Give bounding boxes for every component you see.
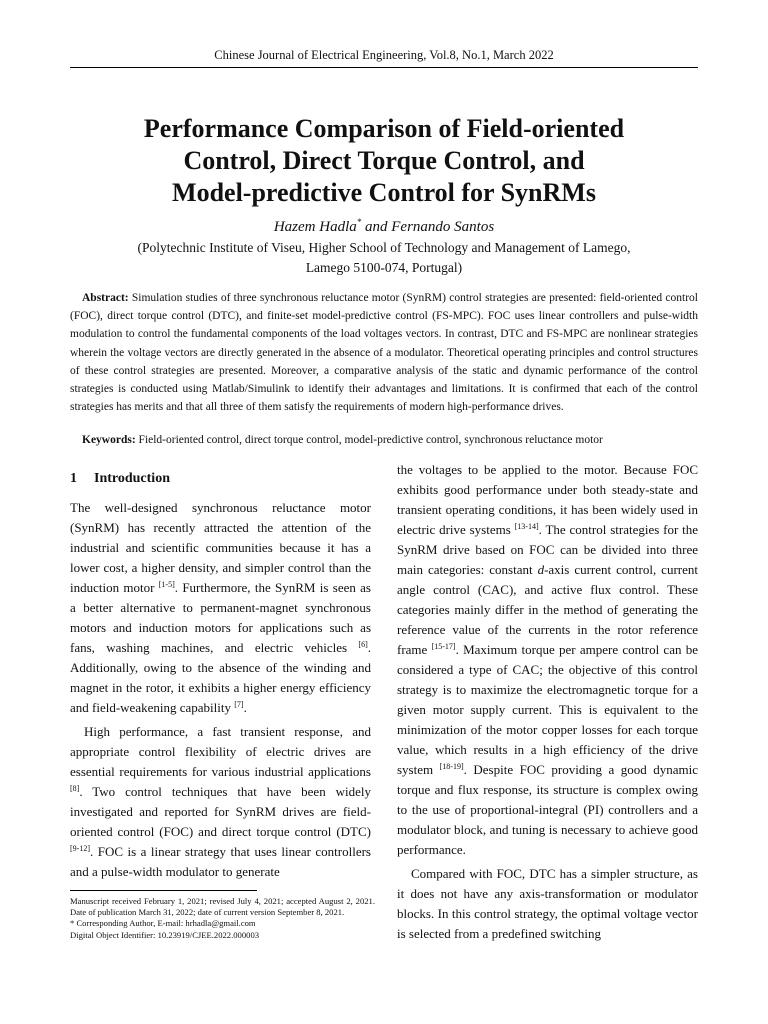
author-connector: and	[361, 219, 392, 235]
paper-title	[60, 113, 708, 209]
footnote-divider	[70, 890, 257, 891]
footnotes	[70, 896, 375, 941]
journal-running-header: Chinese Journal of Electrical Engineering, Vol.8, No.1, March 2022	[214, 48, 554, 62]
keywords-text: Field-oriented control, direct torque control, model-predictive control, synchronous reluctance motor	[138, 434, 603, 446]
citation: [13-14]	[514, 522, 539, 531]
text-run: . Two control techniques that have been widely investigated and reported for SynRM drives are field-oriented control (FOC) and direct torque control (DTC)	[70, 784, 371, 839]
keywords-label: Keywords:	[82, 434, 136, 446]
text-run: . Maximum torque per ampere control can be considered a type of CAC; the objective of this control strategy is to maximize the electromagnetic torque for a given motor supply current. This is equivalent to the minimization of the motor copper losses for each torque value, which results in a high efficiency of the drive system	[397, 642, 699, 777]
citation: [18-19]	[439, 762, 464, 771]
title-line-2: Control, Direct Torque Control, and	[183, 146, 585, 175]
affiliation-line-1: (Polytechnic Institute of Viseu, Higher School of Technology and Management of Lamego,	[137, 240, 631, 255]
text-run: High performance, a fast transient response, and appropriate control flexibility of electric drives are essential requirements for various industrial applications	[70, 724, 371, 779]
title-line-1: Performance Comparison of Field-oriented	[143, 114, 625, 143]
citation: [8]	[70, 784, 80, 793]
citation: [1-5]	[158, 580, 175, 589]
title-line-3: Model-predictive Control for SynRMs	[172, 178, 596, 207]
citation: [6]	[358, 640, 368, 649]
keywords	[70, 431, 698, 449]
author-1: Hazem Hadla	[273, 219, 357, 235]
left-column	[70, 498, 371, 882]
text-run: The well-designed synchronous reluctance motor (SynRM) has recently attracted the attention of the industrial and scientific communities because it has a lower cost, a higher density, and simpler control than the induction motor	[70, 500, 371, 595]
section-title: Introduction	[94, 471, 170, 486]
text-run: the voltages to be applied to the motor. Because FOC exhibits good performance under both steady-state and transient operating conditions, it has been widely used in electric drive systems	[397, 462, 698, 537]
citation: [15-17]	[431, 642, 456, 651]
abstract-text: Simulation studies of three synchronous reluctance motor (SynRM) control strategies are presented: field-oriented control (FOC), direct torque control (DTC), and finite-set model-predictive control (FS-MPC). FOC uses linear controllers and pulse-width modulation to control the fundamental components of the load voltages vectors. In contrast, DTC and FS-MPC are nonlinear strategies wherein the voltage vectors are directly generated in the absence of a modulator. Theoretical operating principles and control structures of these control strategies are presented. Moreover, a comparative analysis of the static and dynamic performance of the control strategies is conducted using Matlab/Simulink to identify their advantages and limitations. It is confirmed that each of the control strategies has merits and that all three of them satisfy the requirements of modern high-performance drives.	[70, 292, 699, 414]
footnote-manuscript-dates: Manuscript received February 1, 2021; revised July 4, 2021; accepted August 2, 2021. Date of publication March 31, 2022; date of current version September 8, 2021.	[70, 896, 375, 918]
right-column	[397, 460, 698, 944]
author-2: Fernando Santos	[391, 219, 495, 235]
text-run: .	[243, 700, 247, 715]
abstract	[70, 289, 698, 416]
footnote-corresponding-author: * Corresponding Author, E-mail: hrhadla@gmail.com	[70, 918, 256, 929]
affiliation-line-2: Lamego 5100-074, Portugal)	[305, 260, 463, 275]
corresponding-author-mark: *	[356, 217, 362, 227]
intro-paragraph-1	[70, 498, 371, 718]
header-divider	[70, 67, 698, 68]
citation: [9-12]	[70, 844, 90, 853]
affiliation	[70, 238, 698, 278]
section-number: 1	[70, 471, 77, 486]
text-run: . Despite FOC providing a good dynamic torque and flux response, its structure is complex owing to the use of proportional-integral (PI) controllers and a modulator block, and tuning is necessary to achieve good performance.	[397, 762, 698, 857]
intro-paragraph-2	[70, 722, 371, 882]
italic-symbol: d	[537, 562, 545, 577]
text-run: . Furthermore, the SynRM is seen as a better alternative to permanent-magnet synchronous motors and induction motors for applications such as fans, washing machines, and electric vehicles	[70, 580, 371, 655]
text-run: -axis current control, current angle control (CAC), and active flux control. These categories mainly differ in the method of generating the reference value of the currents in the rotor reference frame	[397, 562, 698, 657]
text-run: . The control strategies for the SynRM drive based on FOC can be divided into three main categories: constant	[397, 522, 698, 577]
author-list	[70, 217, 698, 236]
text-run: . FOC is a linear strategy that uses linear controllers and a pulse-width modulator to generate	[70, 844, 371, 879]
section-heading	[70, 471, 170, 487]
footnote-doi: Digital Object Identifier: 10.23919/CJEE.2022.000003	[70, 929, 260, 940]
citation: [7]	[234, 700, 244, 709]
abstract-label: Abstract:	[82, 292, 129, 304]
text-run: . Additionally, owing to the absence of the winding and magnet in the rotor, it exhibits a higher energy efficiency and field-weakening capability	[70, 640, 371, 715]
intro-paragraph-3: Compared with FOC, DTC has a simpler structure, as it does not have any axis-transformation or modulator blocks. In this control strategy, the optimal voltage vector is selected from a predefined switching	[397, 866, 698, 941]
intro-paragraph-2-continued	[397, 460, 698, 860]
